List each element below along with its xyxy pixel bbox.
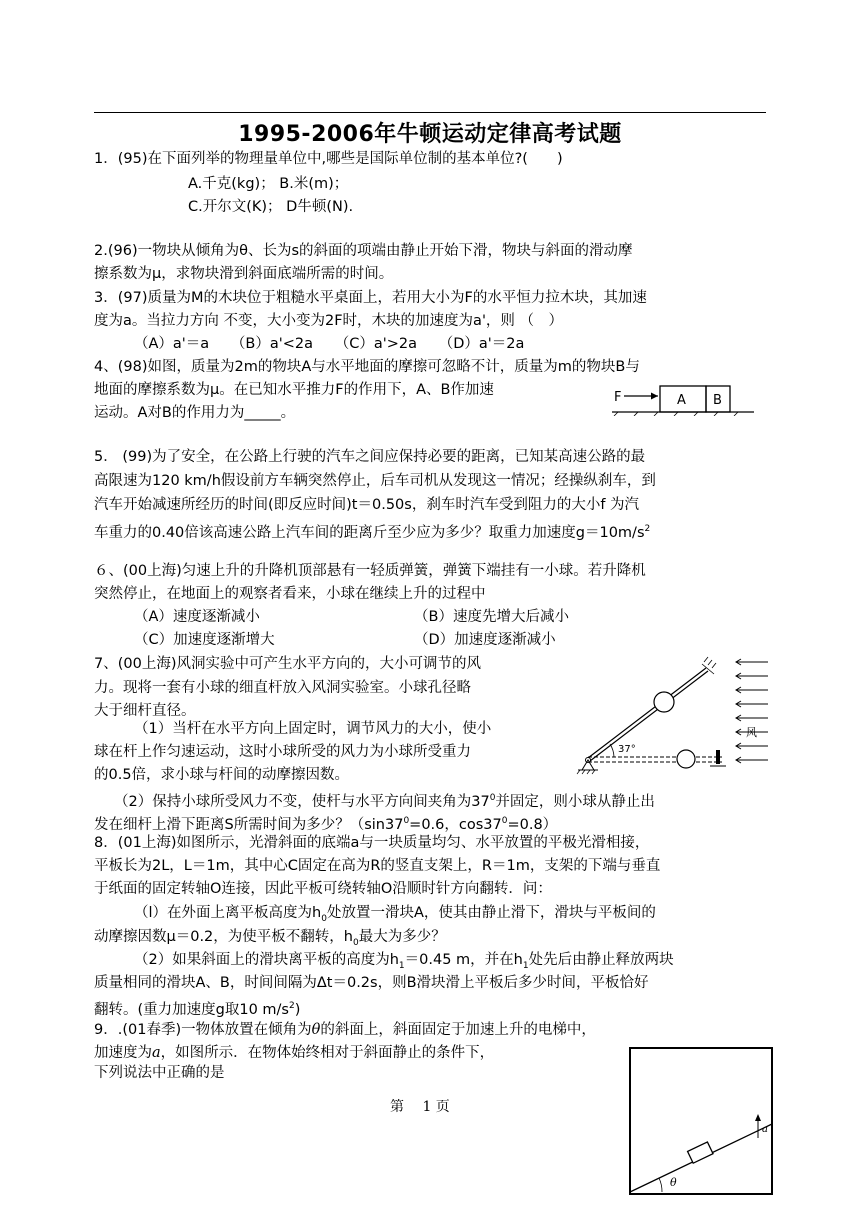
- q6-option-a: （A）速度逐渐减小: [134, 609, 260, 625]
- q7-line2: 力。现将一套有小球的细直杆放入风洞实验室。小球孔径略: [94, 680, 471, 696]
- q1-option-line1: A.千克(kg)； B.米(m)；: [188, 176, 349, 192]
- q7-line8: 发在细杆上滑下距离S所需时间为多少？（$\sin 37^0=0.6$，$\cos 37^0=0.8$）: [94, 816, 558, 833]
- q1-stem: 1．(95)在下面列举的物理量单位中,哪些是国际单位制的基本单位?( ): [94, 151, 563, 167]
- block: [688, 1142, 713, 1163]
- q5-line4: 车重力的0.40倍该高速公路上汽车间的距离斤至少应为多少？取重力加速度$g=10m/s^2$: [94, 524, 651, 541]
- q5-line3: 汽车开始减速所经历的时间(即反应时间)t＝0.50s，刹车时汽车受到阻力的大小f 为汽: [94, 497, 640, 513]
- q8-line6: （2）如果斜面上的滑块离平板的高度为$h_1=0.45$ m，并在$h_1$处先后由静止释放两块: [134, 952, 674, 971]
- q6-line2: 突然停止，在地面上的观察者看来，小球在继续上升的过程中: [94, 586, 486, 602]
- q7-line3: 大于细杆直径。: [94, 703, 196, 719]
- q7-line7: （2）保持小球所受风力不变，使杆与水平方向间夹角为$37^0$并固定，则小球从静止出: [114, 793, 655, 810]
- q6-option-c: （C）加速度逐渐增大: [134, 632, 275, 648]
- page-footer: 第 1 页: [390, 1099, 450, 1115]
- theta-label: θ: [670, 1176, 677, 1189]
- q8-line4: （l）在外面上离平板高度为$h_0$处放置一滑块A，使其由静止滑下，滑块与平板间的: [134, 905, 656, 924]
- q8-line1: 8．(01上海)如图所示，光滑斜面的底端a与一块质量均匀、水平放置的平极光滑相接，: [94, 835, 650, 851]
- q4-blocks-figure: [608, 380, 758, 416]
- q7-line4: （1）当杆在水平方向上固定时，调节风力的大小，使小: [134, 721, 492, 737]
- q7-line6: 的0.5倍，求小球与杆间的动摩擦因数。: [94, 767, 350, 783]
- q9-elevator-figure: [628, 1046, 774, 1196]
- q2-line1: 2.(96)一物块从倾角为θ、长为s的斜面的项端由静止开始下滑，物块与斜面的滑动摩: [94, 243, 633, 259]
- q5-line1: 5． (99)为了安全，在公路上行驶的汽车之间应保持必要的距离，已知某高速公路的最: [94, 449, 646, 465]
- q4-line1: 4、(98)如图，质量为2m的物块A与水平地面的摩擦可忽略不计，质量为m的物块B与: [94, 359, 640, 375]
- q9-line2: 加速度为a，如图所示．在物体始终相对于斜面静止的条件下，: [94, 1045, 495, 1061]
- q3-options: （A）a'＝a （B）a'<2a （C）a'>2a （D）a'＝2a: [134, 336, 525, 352]
- q7-line5: 球在杆上作匀速运动，这时小球所受的风力为小球所受重力: [94, 744, 471, 760]
- wind-arrows: [736, 659, 768, 763]
- q8-line7: 质量相同的滑块A、B，时间间隔为Δt＝0.2s，则B滑块滑上平板后多少时间，平板恰好: [94, 975, 649, 991]
- q8-line2: 平板长为2L，L＝1m，其中心C固定在高为R的竖直支架上，R＝1m，支架的下端与垂直: [94, 858, 661, 874]
- q7-wind-tunnel-figure: [574, 656, 770, 780]
- angle-label: 37°: [618, 744, 636, 755]
- q9-line1: 9．.(01春季)一物体放置在倾角为θ的斜面上，斜面固定于加速上升的电梯中，: [94, 1022, 596, 1038]
- label-B: B: [713, 393, 722, 408]
- q6-option-d: （D）加速度逐渐减小: [414, 632, 556, 648]
- q8-line3: 于纸面的固定转轴O连接，因此平板可绕转轴O沿顺时针方向翻转．问：: [94, 881, 552, 897]
- q4-line3: 运动。A对B的作用力为_____。: [94, 405, 296, 421]
- page-title: 1995-2006年牛顿运动定律高考试题: [238, 122, 622, 147]
- q1-option-line2: C.开尔文(K)； D牛顿(N).: [188, 199, 354, 215]
- label-A: A: [677, 393, 686, 408]
- q8-line8: 翻转。(重力加速度g取10 $m/s^2$): [94, 1001, 301, 1018]
- header-rule: [94, 112, 766, 113]
- q6-option-b: （B）速度先增大后减小: [414, 609, 569, 625]
- q9-line3: 下列说法中正确的是: [94, 1065, 225, 1081]
- q5-line2: 高限速为120 km/h假设前方车辆突然停止，后车司机从发现这一情况；经操纵刹车，到: [94, 473, 656, 489]
- ball-inclined: [654, 692, 674, 712]
- ball-horizontal: [677, 750, 695, 768]
- acceleration-arrow: [755, 1114, 761, 1121]
- q2-line2: 擦系数为μ，求物块滑到斜面底端所需的时间。: [94, 266, 394, 282]
- wind-label: 风: [746, 726, 757, 739]
- label-F: F: [614, 390, 622, 405]
- a-label: a: [762, 1124, 768, 1135]
- q4-line2: 地面的摩擦系数为μ。在已知水平推力F的作用下，A、B作加速: [94, 382, 494, 398]
- q6-line1: ６、(00上海)匀速上升的升降机顶部悬有一轻质弹簧，弹簧下端挂有一小球。若升降机: [94, 563, 646, 579]
- q7-line1: 7、(00上海)风洞实验中可产生水平方向的，大小可调节的风: [94, 656, 481, 672]
- q3-line2: 度为a。当拉力方向 不变，大小变为2F时，木块的加速度为a'，则 （ ）: [94, 313, 564, 329]
- q8-line5: 动摩擦因数μ＝0.2，为使平板不翻转，$h_0$最大为多少？: [94, 929, 446, 948]
- q3-line1: 3．(97)质量为M的木块位于粗糙水平桌面上，若用大小为F的水平恒力拉木块，其加速: [94, 290, 647, 306]
- elevator-frame: [630, 1048, 772, 1194]
